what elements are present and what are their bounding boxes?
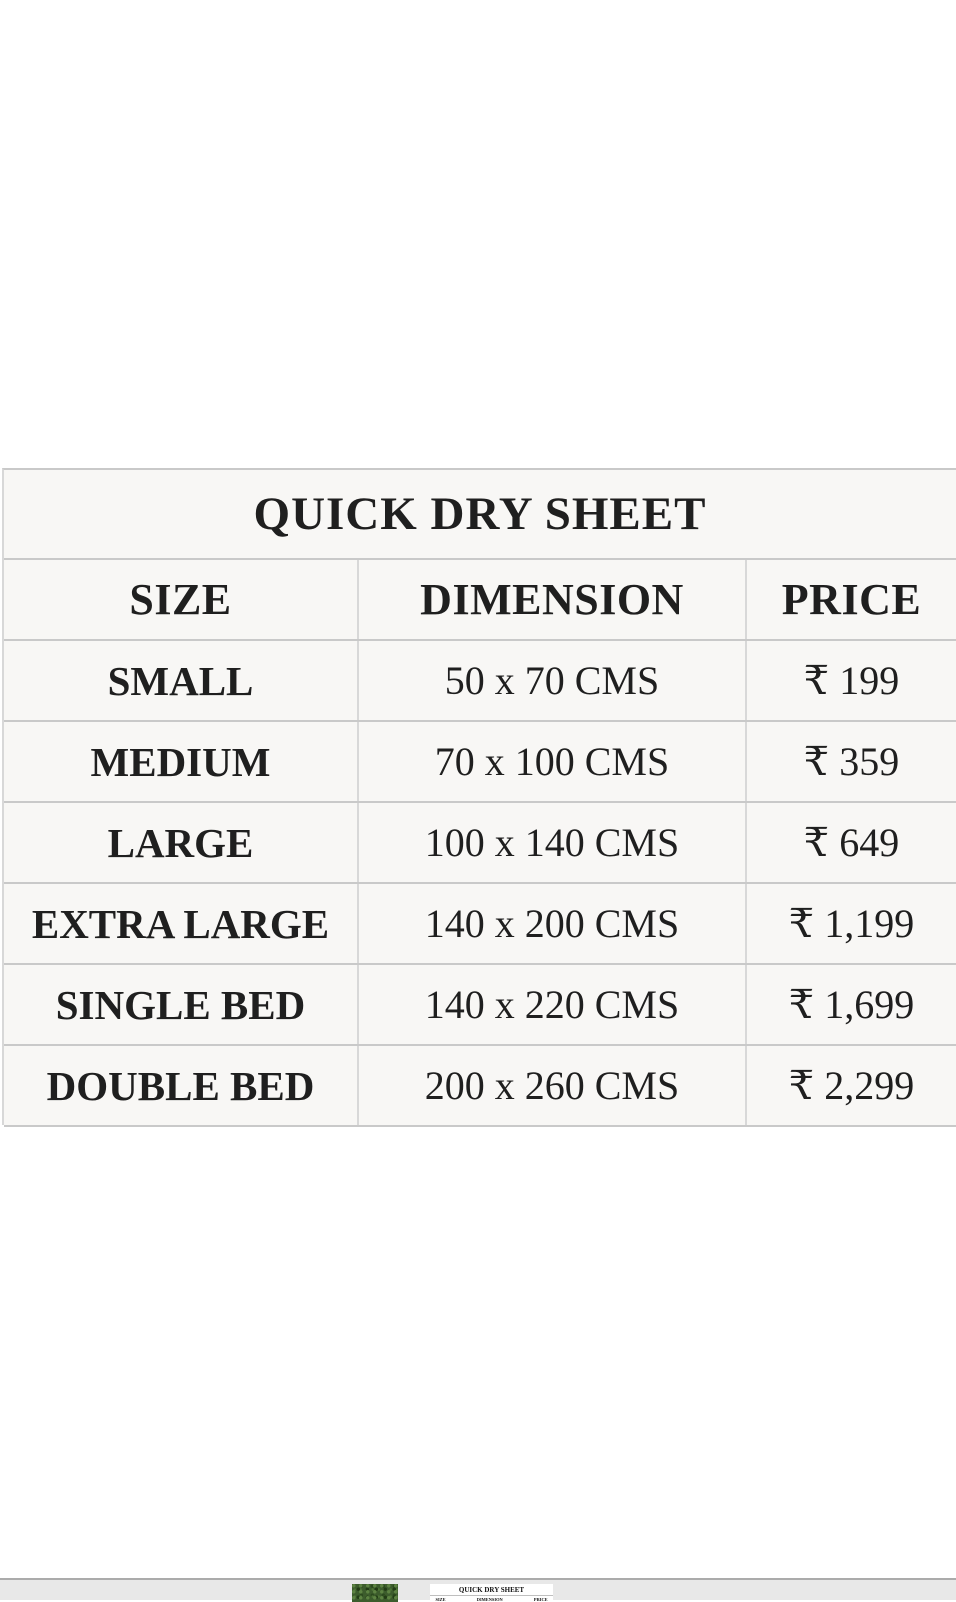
price-value: ₹ 1,199 xyxy=(788,901,915,946)
size-chart-table xyxy=(2,468,956,1125)
size-chart-header-row xyxy=(4,560,956,641)
table-row xyxy=(4,641,956,722)
table-row xyxy=(4,803,956,884)
price-value: ₹ 199 xyxy=(803,658,900,703)
price-value: ₹ 1,699 xyxy=(788,982,915,1027)
table-row xyxy=(4,1046,956,1127)
dimension-value: 50 x 70 CMS xyxy=(359,641,747,720)
size-chart-title: QUICK DRY SHEET xyxy=(253,488,707,540)
price-value: ₹ 649 xyxy=(803,820,900,865)
table-row xyxy=(4,965,956,1046)
thumbnail-size-chart-headers xyxy=(430,1596,553,1602)
thumbnail-column-size: SIZE xyxy=(435,1597,446,1602)
table-row xyxy=(4,884,956,965)
size-value: SINGLE BED xyxy=(4,965,359,1044)
size-value: DOUBLE BED xyxy=(4,1046,359,1125)
size-value: MEDIUM xyxy=(4,722,359,801)
dimension-value: 140 x 200 CMS xyxy=(359,884,747,963)
dimension-value: 100 x 140 CMS xyxy=(359,803,747,882)
price-value: ₹ 2,299 xyxy=(788,1063,915,1108)
size-chart-title-row xyxy=(4,470,956,560)
column-header-price: PRICE xyxy=(781,575,922,624)
thumbnail-strip xyxy=(0,1578,956,1600)
table-row xyxy=(4,722,956,803)
green-fabric-texture-icon xyxy=(352,1584,398,1602)
size-value: SMALL xyxy=(4,641,359,720)
dimension-value: 140 x 220 CMS xyxy=(359,965,747,1044)
size-value: EXTRA LARGE xyxy=(4,884,359,963)
size-value: LARGE xyxy=(4,803,359,882)
dimension-value: 70 x 100 CMS xyxy=(359,722,747,801)
dimension-value: 200 x 260 CMS xyxy=(359,1046,747,1125)
thumbnail-column-price: PRICE xyxy=(533,1597,548,1602)
thumbnail-column-dimension: DIMENSION xyxy=(476,1597,503,1602)
thumbnail-size-chart-title: QUICK DRY SHEET xyxy=(430,1584,553,1596)
price-value: ₹ 359 xyxy=(803,739,900,784)
thumbnail-size-chart[interactable] xyxy=(430,1584,553,1602)
column-header-dimension: DIMENSION xyxy=(359,560,747,639)
thumbnail-fabric-image[interactable] xyxy=(352,1584,398,1602)
column-header-size: SIZE xyxy=(4,560,359,639)
